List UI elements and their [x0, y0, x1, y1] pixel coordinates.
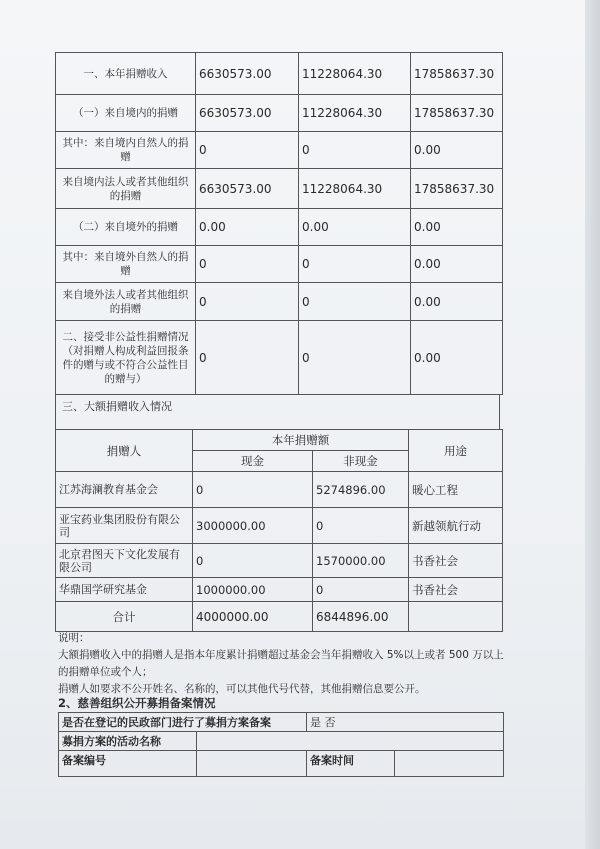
table-row — [56, 578, 503, 602]
activity-name-value — [197, 732, 504, 751]
table-row — [56, 472, 503, 508]
cell-value: 0.00 — [196, 209, 299, 246]
table-row — [59, 751, 504, 777]
section-large-donations-title: 三、大额捐赠收入情况 — [55, 394, 500, 429]
donation-income-table — [55, 52, 503, 395]
row-label: 来自境外法人或者其他组织的捐赠 — [56, 283, 196, 321]
table-header-row — [56, 430, 503, 451]
table-row — [56, 508, 503, 544]
cell-value: 0.00 — [411, 321, 503, 395]
cell-value: 0 — [299, 246, 411, 283]
record-number-label: 备案编号 — [59, 751, 197, 777]
record-question: 是否在登记的民政部门进行了募捐方案备案 — [59, 713, 307, 732]
total-noncash: 6844896.00 — [313, 602, 409, 632]
table-row — [56, 95, 503, 132]
cell-value: 0.00 — [411, 246, 503, 283]
donor-name: 江苏海澜教育基金会 — [56, 472, 193, 508]
cell-value: 0 — [196, 132, 299, 169]
cell-value: 17858637.30 — [411, 95, 503, 132]
header-amount: 本年捐赠额 — [193, 430, 409, 451]
cell-value: 6630573.00 — [196, 169, 299, 209]
total-purpose — [409, 602, 503, 632]
section-fundraising-heading: 2、慈善组织公开募捐备案情况 — [58, 696, 216, 710]
cell-value: 11228064.30 — [299, 95, 411, 132]
cell-value: 0.00 — [411, 132, 503, 169]
fundraising-record-table — [58, 712, 504, 777]
record-time-value — [395, 751, 504, 777]
page-edge-shadow — [585, 0, 600, 849]
cell-value: 0 — [196, 321, 299, 395]
row-label: （二）来自境外的捐赠 — [56, 209, 196, 246]
table-row — [59, 713, 504, 732]
table-row — [56, 209, 503, 246]
cell-value: 0.00 — [411, 283, 503, 321]
table-row — [56, 53, 503, 95]
total-label: 合计 — [56, 602, 193, 632]
notes — [58, 630, 508, 698]
noncash-amount: 5274896.00 — [313, 472, 409, 508]
cell-value: 0 — [196, 246, 299, 283]
table-row — [56, 283, 503, 321]
cell-value: 0 — [299, 132, 411, 169]
cash-amount: 3000000.00 — [193, 508, 313, 544]
cell-value: 0.00 — [299, 209, 411, 246]
cell-value: 0.00 — [411, 209, 503, 246]
header-cash: 现金 — [193, 451, 313, 472]
cell-value: 17858637.30 — [411, 53, 503, 95]
cell-value: 6630573.00 — [196, 53, 299, 95]
total-cash: 4000000.00 — [193, 602, 313, 632]
cash-amount: 0 — [193, 472, 313, 508]
record-number-value — [197, 751, 307, 777]
total-row — [56, 602, 503, 632]
activity-name-label: 募捐方案的活动名称 — [59, 732, 197, 751]
cell-value: 6630573.00 — [196, 95, 299, 132]
noncash-amount: 0 — [313, 578, 409, 602]
table-row — [59, 732, 504, 751]
table-row — [56, 246, 503, 283]
notes-line-1: 大额捐赠收入中的捐赠人是指本年度累计捐赠超过基金会当年捐赠收入 5%以上或者 500 万以上的捐赠单位或个人； — [58, 649, 504, 678]
row-label: 其中：来自境内自然人的捐赠 — [56, 132, 196, 169]
noncash-amount: 0 — [313, 508, 409, 544]
donor-name: 亚宝药业集团股份有限公司 — [56, 508, 193, 544]
purpose: 书香社会 — [409, 544, 503, 578]
row-label: 一、本年捐赠收入 — [56, 53, 196, 95]
row-label: 其中：来自境外自然人的捐赠 — [56, 246, 196, 283]
cell-value: 11228064.30 — [299, 169, 411, 209]
header-donor: 捐赠人 — [56, 430, 193, 472]
record-answer-options: 是 否 — [307, 713, 504, 732]
cell-value: 17858637.30 — [411, 169, 503, 209]
table-row — [56, 544, 503, 578]
purpose: 暖心工程 — [409, 472, 503, 508]
cell-value: 0 — [299, 321, 411, 395]
donor-name: 北京君图天下文化发展有限公司 — [56, 544, 193, 578]
cell-value: 11228064.30 — [299, 53, 411, 95]
notes-line-2: 捐赠人如要求不公开姓名、名称的，可以其他代号代替，其他捐赠信息要公开。 — [58, 683, 426, 695]
row-label: 来自境内法人或者其他组织的捐赠 — [56, 169, 196, 209]
row-label: 二、接受非公益性捐赠情况（对捐赠人构成利益回报条件的赠与或不符合公益性目的赠与） — [56, 321, 196, 395]
purpose: 书香社会 — [409, 578, 503, 602]
header-noncash: 非现金 — [313, 451, 409, 472]
cash-amount: 1000000.00 — [193, 578, 313, 602]
cell-value: 0 — [299, 283, 411, 321]
noncash-amount: 1570000.00 — [313, 544, 409, 578]
purpose: 新越领航行动 — [409, 508, 503, 544]
table-row — [56, 169, 503, 209]
table-row — [56, 321, 503, 395]
table-row — [56, 132, 503, 169]
cell-value: 0 — [196, 283, 299, 321]
notes-title: 说明： — [58, 632, 90, 644]
cash-amount: 0 — [193, 544, 313, 578]
record-time-label: 备案时间 — [307, 751, 395, 777]
header-purpose: 用途 — [409, 430, 503, 472]
large-donations-table — [55, 429, 503, 632]
row-label: （一）来自境内的捐赠 — [56, 95, 196, 132]
donor-name: 华鼎国学研究基金 — [56, 578, 193, 602]
